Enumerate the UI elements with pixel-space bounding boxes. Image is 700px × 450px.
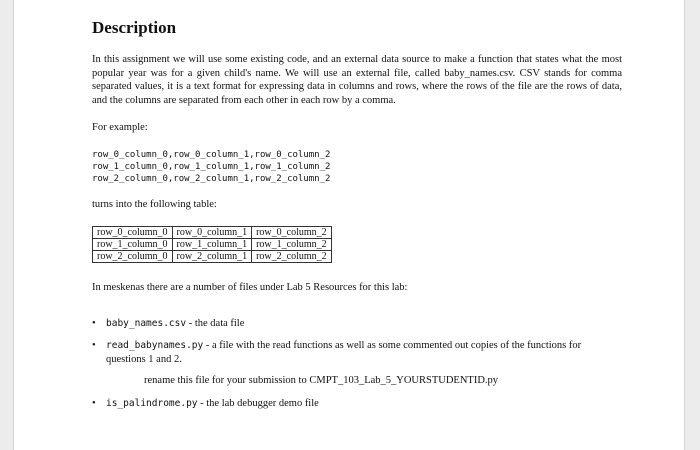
file-list: [92, 317, 622, 411]
table-cell: row_0_column_1: [172, 227, 252, 239]
bullet-icon: •: [92, 317, 96, 329]
table-cell: row_1_column_0: [93, 239, 173, 251]
bullet-icon: •: [92, 397, 96, 409]
table-cell: row_2_column_0: [93, 251, 173, 263]
meskenas-paragraph: In meskenas there are a number of files under Lab 5 Resources for this lab:: [92, 282, 408, 293]
table-row: [93, 251, 332, 263]
list-item: [92, 397, 622, 411]
table-row: [93, 227, 332, 239]
list-item: [92, 317, 622, 331]
table-cell: row_1_column_1: [172, 239, 252, 251]
list-item: [92, 339, 622, 388]
file-name: baby_names.csv: [106, 317, 187, 329]
csv-line: row_0_column_0,row_0_column_1,row_0_column_2: [92, 149, 331, 160]
table-cell: row_0_column_2: [252, 227, 332, 239]
csv-line: row_2_column_0,row_2_column_1,row_2_column_2: [92, 173, 331, 184]
bullet-icon: •: [92, 340, 96, 351]
csv-line: row_1_column_0,row_1_column_1,row_1_column_2: [92, 161, 331, 172]
table-cell: row_0_column_0: [93, 227, 173, 239]
example-table: [92, 226, 332, 263]
table-row: [93, 239, 332, 251]
file-name: read_babynames.py: [106, 340, 204, 351]
table-cell: row_1_column_2: [252, 239, 332, 251]
file-description: - the lab debugger demo file: [197, 397, 319, 409]
section-heading: Description: [92, 18, 177, 37]
table-label: turns into the following table:: [92, 198, 217, 210]
table-cell: row_2_column_2: [252, 251, 332, 263]
intro-paragraph: In this assignment we will use some existing code, and an external data source to make a function that states what the most popular year was for a given child's name. We will use an external file, called baby_names.csv. CSV stands for comma separated values, it is a text format for expressing data in columns and rows, where the rows of the file are the rows of data, and the columns are separated from each other in each row by a comma.: [92, 54, 622, 106]
document-content: [92, 18, 622, 419]
file-name: is_palindrome.py: [106, 397, 198, 409]
example-label: For example:: [92, 122, 148, 133]
file-description: - the data file: [186, 317, 245, 329]
rename-note: rename this file for your submission to CMPT_103_Lab_5_YOURSTUDENTID.py: [144, 375, 499, 386]
table-cell: row_2_column_1: [172, 251, 252, 263]
file-description: - a file with the read functions as well as some commented out copies of the functions for questions 1 and 2.: [106, 340, 582, 365]
csv-example: [92, 149, 622, 185]
document-page: [13, 0, 685, 450]
